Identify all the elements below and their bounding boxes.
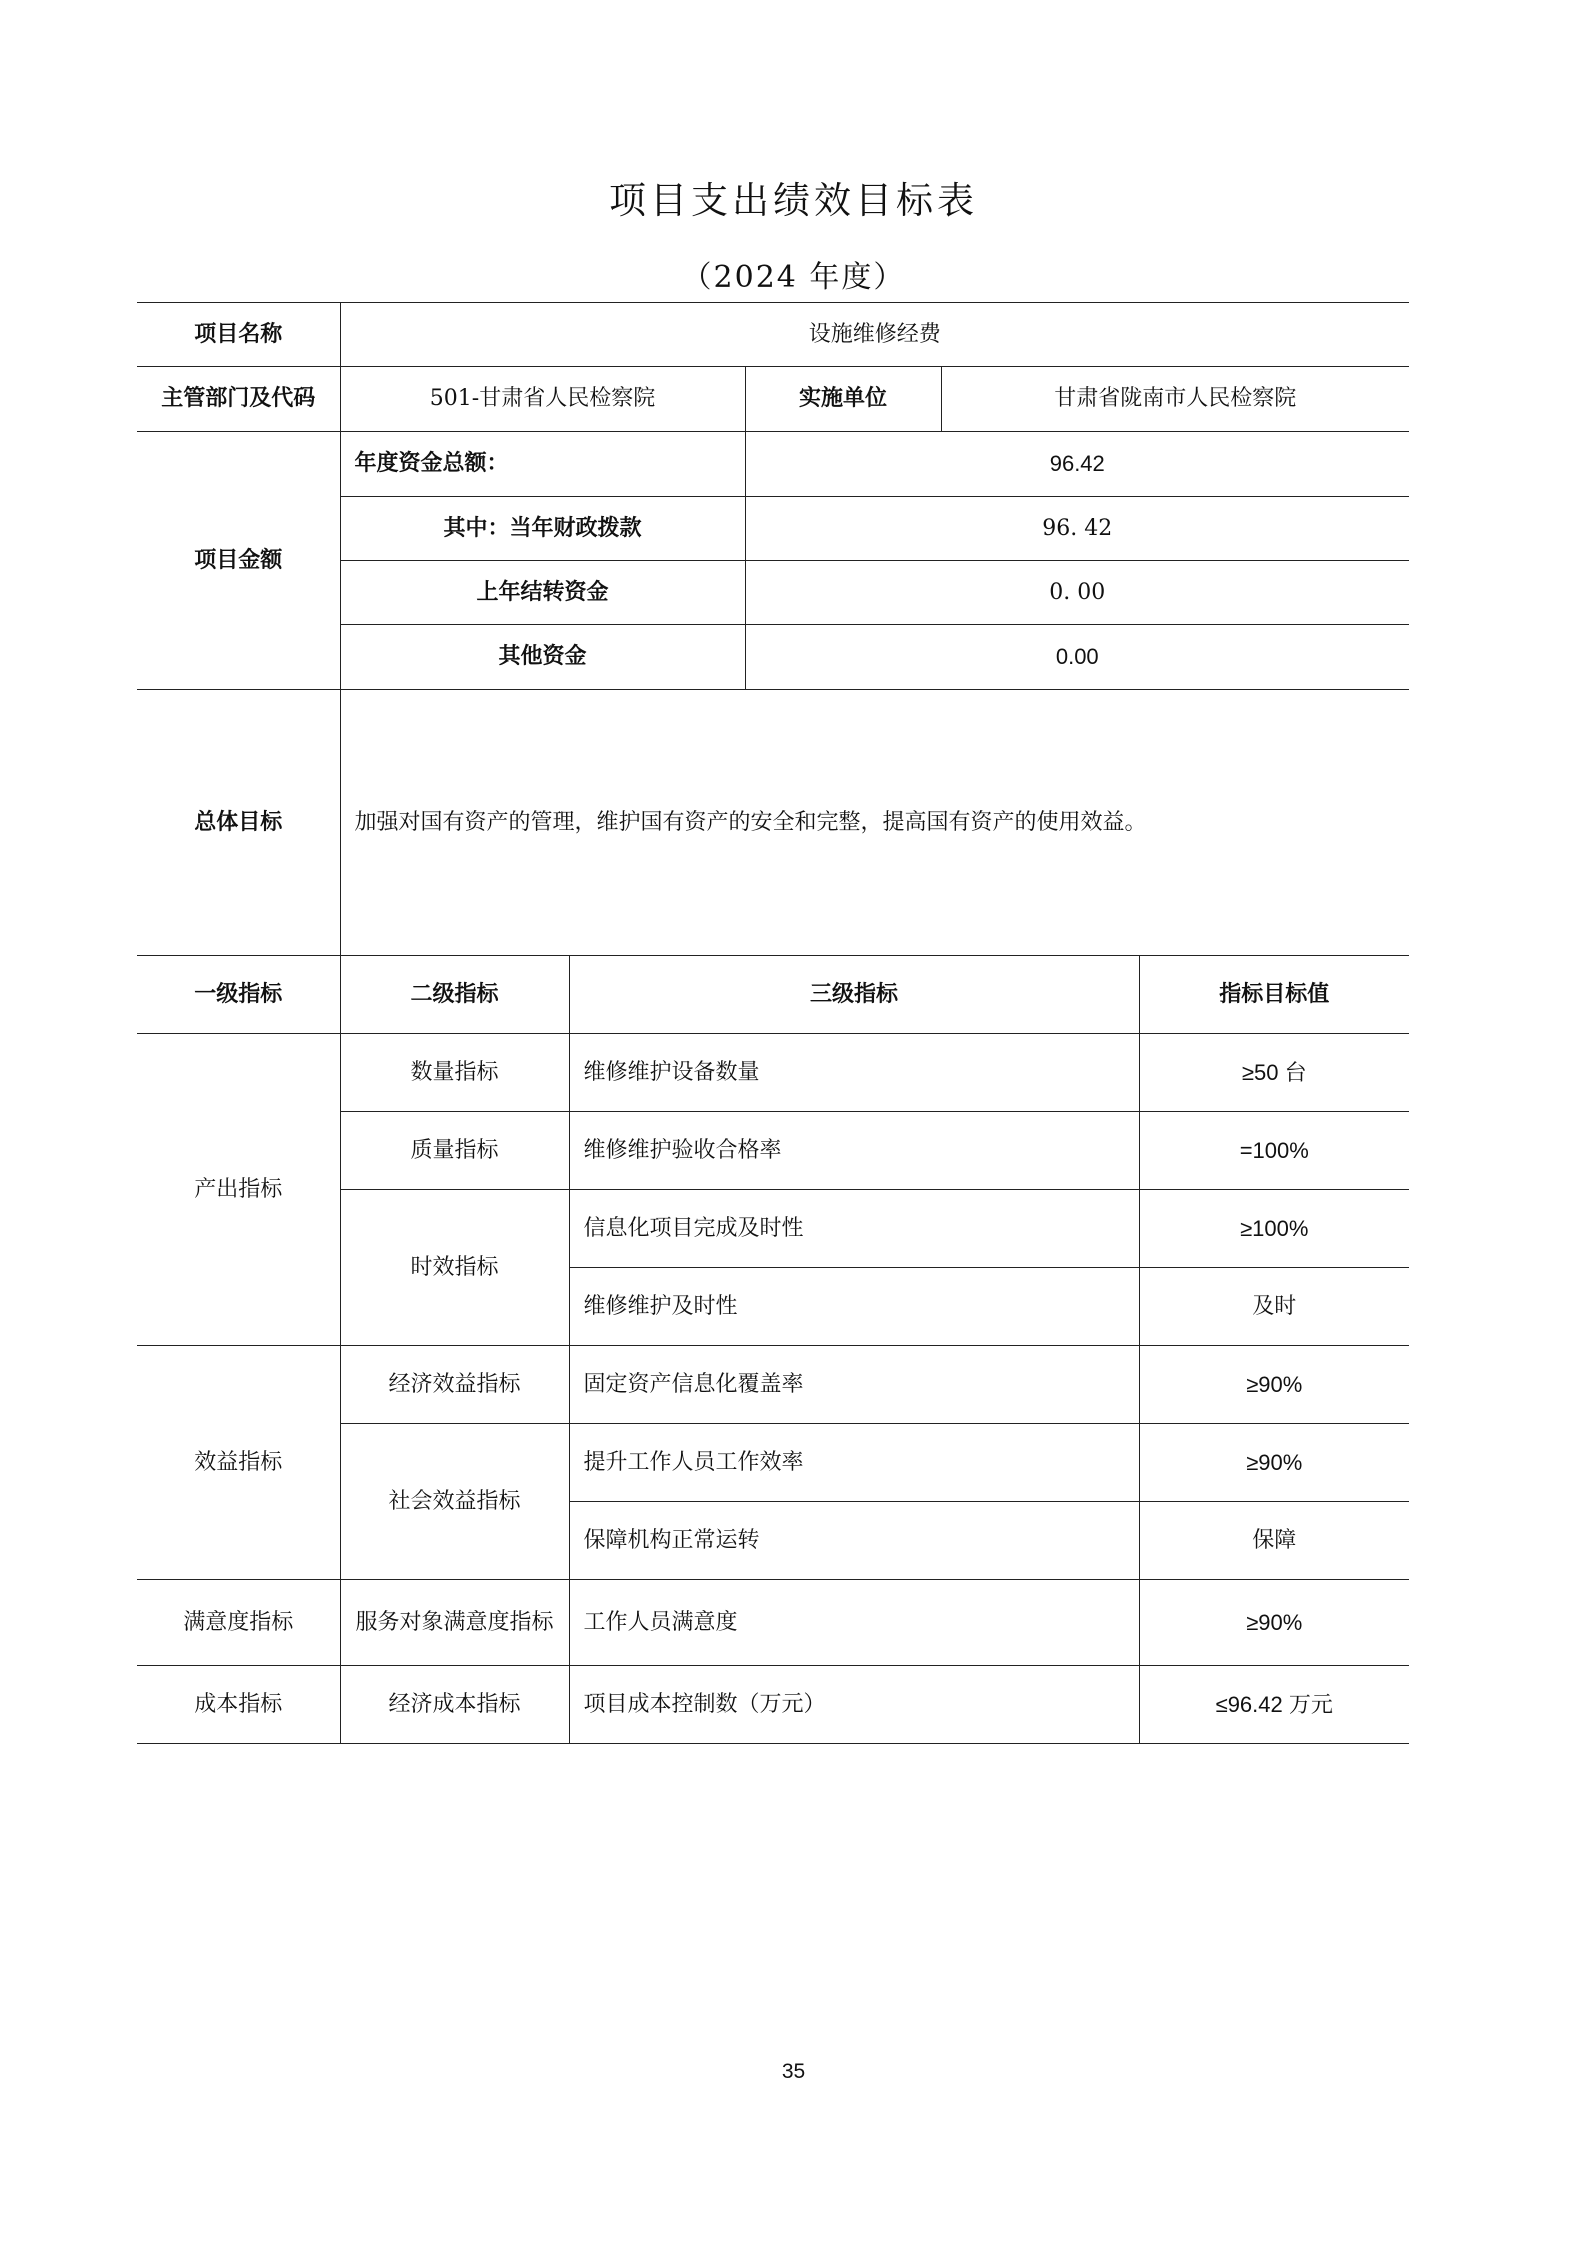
header-target: 指标目标值 — [1139, 956, 1409, 1034]
level2-service-satisfaction: 服务对象满意度指标 — [340, 1580, 569, 1666]
target-cell: 及时 — [1139, 1268, 1409, 1346]
level3-cell: 信息化项目完成及时性 — [569, 1190, 1139, 1268]
goal-row — [137, 690, 1409, 956]
amount-carryover-label: 上年结转资金 — [340, 561, 745, 625]
target-cell: ≥90% — [1139, 1580, 1409, 1666]
goal-label: 总体目标 — [137, 690, 340, 956]
amount-current-value: 96. 42 — [745, 497, 1409, 561]
page-title: 项目支出绩效目标表 — [609, 179, 978, 222]
target-cell: ≥50 台 — [1139, 1034, 1409, 1112]
level3-cell: 工作人员满意度 — [569, 1580, 1139, 1666]
amount-total-value: 96.42 — [745, 432, 1409, 497]
amount-other-label: 其他资金 — [340, 625, 745, 690]
project-name-value: 设施维修经费 — [340, 303, 1409, 367]
amount-other-value: 0.00 — [745, 625, 1409, 690]
level3-cell: 维修维护验收合格率 — [569, 1112, 1139, 1190]
page-number: 35 — [781, 2060, 806, 2083]
level2-timeliness: 时效指标 — [340, 1190, 569, 1346]
target-cell: 保障 — [1139, 1502, 1409, 1580]
level3-cell: 提升工作人员工作效率 — [569, 1424, 1139, 1502]
amount-label: 项目金额 — [137, 432, 340, 690]
amount-total-label: 年度资金总额： — [340, 432, 745, 497]
level1-output: 产出指标 — [137, 1034, 340, 1346]
indicator-header-row — [137, 956, 1409, 1034]
department-row — [137, 367, 1409, 432]
level2-economic-benefit: 经济效益指标 — [340, 1346, 569, 1424]
level3-cell: 维修维护设备数量 — [569, 1034, 1139, 1112]
table-row — [137, 1346, 1409, 1424]
implementing-unit-label: 实施单位 — [745, 367, 941, 432]
level2-social-benefit: 社会效益指标 — [340, 1424, 569, 1580]
year-subtitle: （2024 年度） — [681, 260, 906, 295]
level2-quantity: 数量指标 — [340, 1034, 569, 1112]
level2-economic-cost: 经济成本指标 — [340, 1666, 569, 1744]
amount-row-total — [137, 432, 1409, 497]
header-level1: 一级指标 — [137, 956, 340, 1034]
level1-satisfaction: 满意度指标 — [137, 1580, 340, 1666]
header-level2: 二级指标 — [340, 956, 569, 1034]
level3-cell: 保障机构正常运转 — [569, 1502, 1139, 1580]
target-cell: ≤96.42 万元 — [1139, 1666, 1409, 1744]
level1-cost: 成本指标 — [137, 1666, 340, 1744]
indicator-table — [137, 955, 1409, 1744]
table-row — [137, 1666, 1409, 1744]
project-name-label: 项目名称 — [137, 303, 340, 367]
target-cell: ≥90% — [1139, 1346, 1409, 1424]
level3-cell: 项目成本控制数（万元） — [569, 1666, 1139, 1744]
amount-carryover-value: 0. 00 — [745, 561, 1409, 625]
department-value: 501-甘肃省人民检察院 — [340, 367, 745, 432]
target-cell: ≥100% — [1139, 1190, 1409, 1268]
table-row — [137, 1034, 1409, 1112]
level3-cell: 固定资产信息化覆盖率 — [569, 1346, 1139, 1424]
header-level3: 三级指标 — [569, 956, 1139, 1034]
target-cell: ≥90% — [1139, 1424, 1409, 1502]
level2-quality: 质量指标 — [340, 1112, 569, 1190]
table-row — [137, 1580, 1409, 1666]
level1-benefit: 效益指标 — [137, 1346, 340, 1580]
amount-current-label: 其中：当年财政拨款 — [340, 497, 745, 561]
level3-cell: 维修维护及时性 — [569, 1268, 1139, 1346]
implementing-unit-value: 甘肃省陇南市人民检察院 — [941, 367, 1409, 432]
project-name-row — [137, 303, 1409, 367]
project-info-table — [137, 302, 1409, 956]
target-cell: =100% — [1139, 1112, 1409, 1190]
goal-value: 加强对国有资产的管理，维护国有资产的安全和完整，提高国有资产的使用效益。 — [340, 690, 1409, 956]
department-label: 主管部门及代码 — [137, 367, 340, 432]
